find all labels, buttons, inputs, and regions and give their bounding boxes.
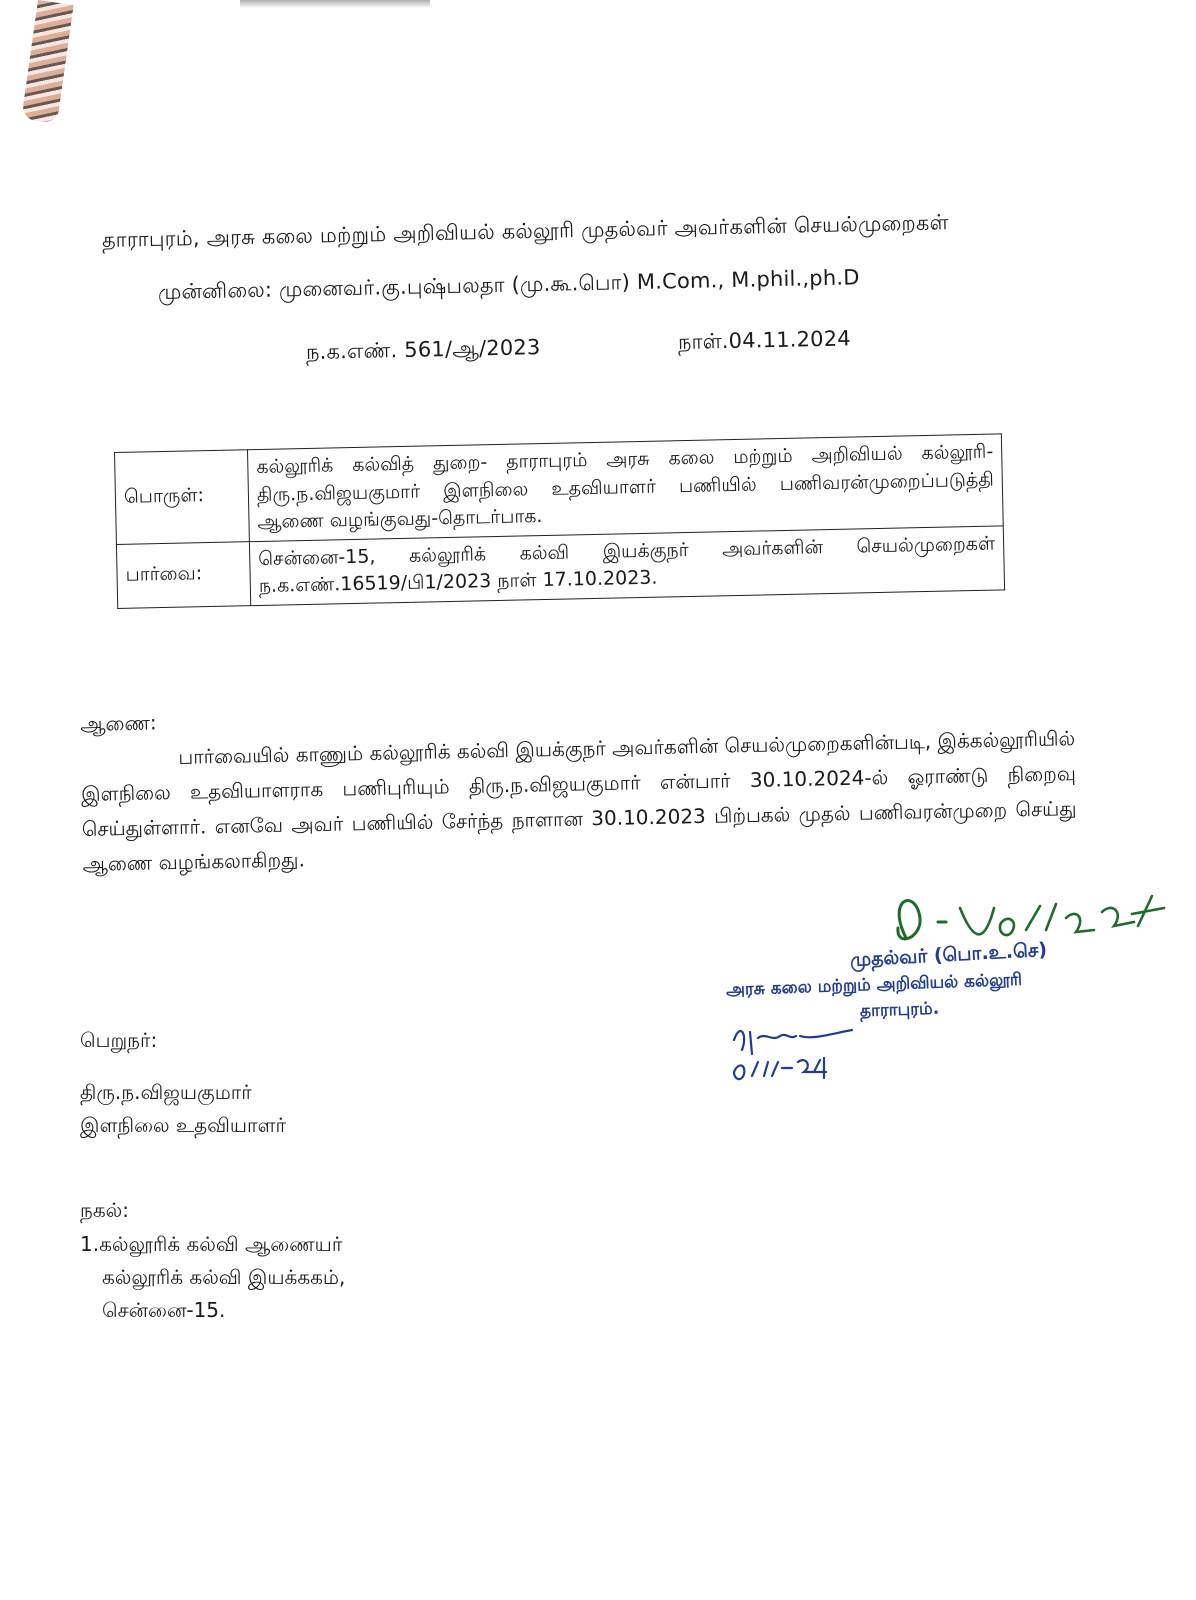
copy-line-2: கல்லூரிக் கல்வி இயக்ககம், [102, 1265, 346, 1289]
seal-designation: முதல்வர் (பொ.உ.செ) [849, 938, 1048, 972]
seal-institution: அரசு கலை மற்றும் அறிவியல் கல்லூரி [725, 969, 1023, 1001]
recipient-name: திரு.ந.விஜயகுமார் [80, 1080, 252, 1104]
header-presence-line: முன்னிலை: முனைவர்.கு.புஷ்பலதா (மு.கூ.பொ) M.Com., M.phil.,ph.D [157, 265, 860, 304]
reference-text: சென்னை-15, கல்லூரிக் கல்வி இயக்குநர் அவர்களின் செயல்முறைகள் ந.க.எண்.16519/பி1/2023 நாள் 17.10.2023. [249, 526, 1004, 606]
copy-heading: நகல்: [80, 1198, 129, 1222]
header-title: தாராபுரம், அரசு கலை மற்றும் அறிவியல் கல்லூரி முதல்வர் அவர்களின் செயல்முறைகள் [101, 210, 949, 252]
recipient-block [80, 1076, 286, 1142]
subject-table [114, 433, 1005, 608]
order-heading: ஆணை: [80, 710, 157, 736]
copy-line-3: சென்னை-15. [102, 1298, 226, 1322]
document-date: நாள்.04.11.2024 [677, 326, 852, 354]
subject-label: பொருள்: [115, 450, 250, 544]
cropped-top-text [240, 0, 430, 8]
initials-signature [728, 1010, 858, 1086]
seal-place: தாராபுரம். [859, 998, 940, 1022]
subject-text: கல்லூரிக் கல்வித் துறை- தாராபுரம் அரசு கலை மற்றும் அறிவியல் கல்லூரி- திரு.ந.விஜயகுமார் இளநிலை உதவியாளர் பணியில் பணிவரன்முறைப்படுத்தி ஆணை வழங்குவது-தொடர்பாக. [247, 434, 1003, 541]
recipient-designation: இளநிலை உதவியாளர் [80, 1113, 286, 1137]
reference-number: ந.க.எண். 561/ஆ/2023 [305, 335, 541, 364]
copy-line-1: 1.கல்லூரிக் கல்வி ஆணையர் [80, 1232, 343, 1256]
order-paragraph: பார்வையில் காணும் கல்லூரிக் கல்வி இயக்குநர் அவர்களின் செயல்முறைகளின்படி, இக்கல்லூரியில் இளநிலை உதவியாளராக பணிபுரியும் திரு.ந.விஜயகுமார் என்பார் 30.10.2024-ல் ஓராண்டு நிறைவு செய்துள்ளார். எனவே அவர் பணியில் சேர்ந்த நாளான 30.10.2023 பிற்பகல் முதல் பணிவரன்முறை செய்து ஆணை வழங்கலாகிறது. [80, 726, 1077, 876]
reference-label: பார்வை: [116, 541, 250, 608]
recipient-heading: பெறுநர்: [80, 1028, 158, 1052]
staple-edge [21, 0, 73, 124]
copy-block [80, 1228, 345, 1327]
